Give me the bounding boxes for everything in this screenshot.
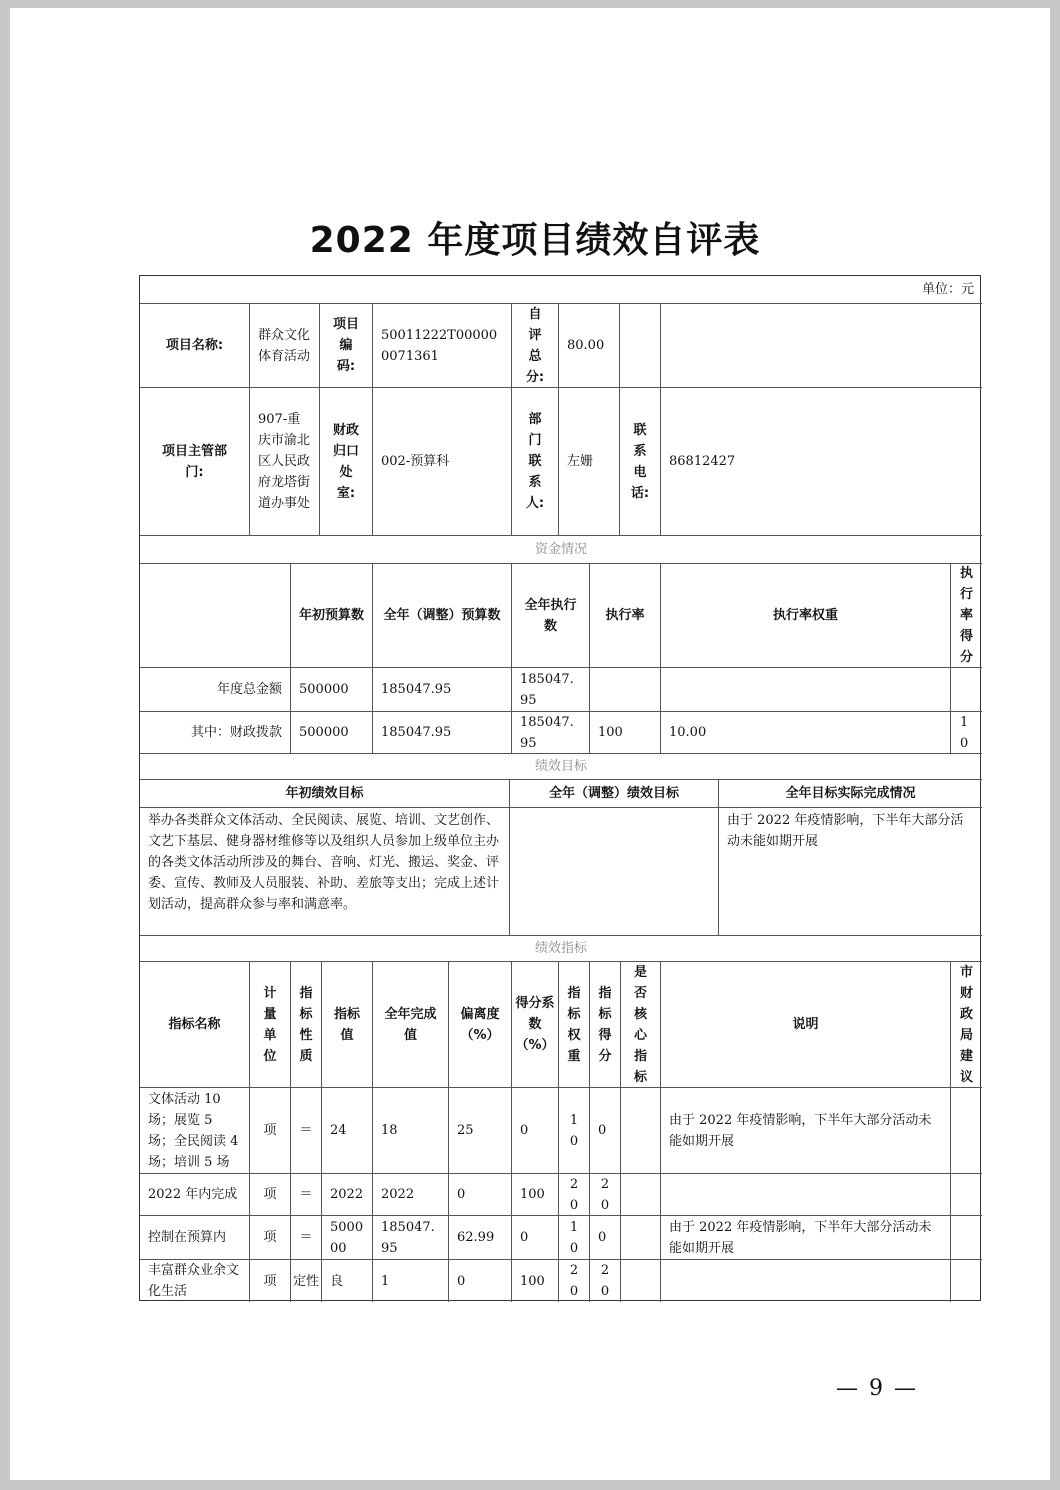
project-name-value: 群众文化体育活动: [250, 304, 320, 388]
ind-row-score: 0: [590, 1088, 621, 1174]
ind-row-name: 控制在预算内: [140, 1216, 250, 1260]
ind-row-weight: 20: [559, 1260, 590, 1302]
goals-actual-text: 由于 2022 年疫情影响，下半年大部分活动未能如期开展: [719, 808, 982, 936]
funds-row-label: 年度总金额: [140, 668, 291, 712]
funds-header-weight: 执行率权重: [661, 564, 951, 668]
empty-cell: [140, 564, 291, 668]
page-title: 2022 年度项目绩效自评表: [309, 220, 761, 261]
ind-row-value: 500000: [322, 1216, 373, 1260]
ind-row-note: 由于 2022 年疫情影响，下半年大部分活动未能如期开展: [661, 1088, 951, 1174]
ind-row-done: 2022: [373, 1174, 449, 1216]
office-value: 002-预算科: [373, 388, 512, 536]
ind-row-weight: 10: [559, 1088, 590, 1174]
ind-row-deviation: 0: [449, 1260, 512, 1302]
contact-label: 部门联系人:: [512, 388, 559, 536]
ind-row-advice: [951, 1088, 982, 1174]
self-score-label: 自评总分:: [512, 304, 559, 388]
dept-label: 项目主管部门:: [140, 388, 250, 536]
ind-row-deviation: 0: [449, 1174, 512, 1216]
ind-row-done: 185047.95: [373, 1216, 449, 1260]
ind-header-coefficient: 得分系数（%）: [512, 962, 559, 1088]
ind-row-nature: 定性: [291, 1260, 322, 1302]
ind-header-unit: 计量单位: [250, 962, 291, 1088]
ind-row-note: [661, 1174, 951, 1216]
funds-row-adjusted: 185047.95: [373, 712, 512, 754]
funds-header-adjusted: 全年（调整）预算数: [373, 564, 512, 668]
funds-section-title: 资金情况: [140, 536, 982, 564]
office-label: 财政归口处室:: [320, 388, 373, 536]
ind-header-nature: 指标性质: [291, 962, 322, 1088]
ind-row-score: 0: [590, 1216, 621, 1260]
ind-row-name: 文体活动 10 场；展览 5 场；全民阅读 4 场；培训 5 场: [140, 1088, 250, 1174]
funds-row-executed: 185047.95: [512, 712, 590, 754]
ind-header-done: 全年完成值: [373, 962, 449, 1088]
ind-row-nature: ＝: [291, 1174, 322, 1216]
ind-row-coefficient: 0: [512, 1216, 559, 1260]
ind-row-deviation: 62.99: [449, 1216, 512, 1260]
goals-adjusted-text: [510, 808, 719, 936]
ind-header-deviation: 偏离度（%）: [449, 962, 512, 1088]
funds-row-rate: [590, 668, 661, 712]
funds-row-score: 10: [951, 712, 982, 754]
ind-header-note: 说明: [661, 962, 951, 1088]
ind-row-note: [661, 1260, 951, 1302]
unit-label: 单位：元: [140, 276, 982, 304]
ind-row-unit: 项: [250, 1174, 291, 1216]
ind-row-deviation: 25: [449, 1088, 512, 1174]
ind-row-done: 18: [373, 1088, 449, 1174]
ind-row-weight: 20: [559, 1174, 590, 1216]
ind-row-nature: ＝: [291, 1088, 322, 1174]
ind-row-unit: 项: [250, 1088, 291, 1174]
ind-row-name: 2022 年内完成: [140, 1174, 250, 1216]
ind-row-advice: [951, 1260, 982, 1302]
funds-row-adjusted: 185047.95: [373, 668, 512, 712]
funds-row-weight: 10.00: [661, 712, 951, 754]
funds-header-rate: 执行率: [590, 564, 661, 668]
ind-row-core: [621, 1174, 661, 1216]
ind-row-core: [621, 1260, 661, 1302]
ind-row-coefficient: 0: [512, 1088, 559, 1174]
ind-row-coefficient: 100: [512, 1174, 559, 1216]
ind-header-name: 指标名称: [140, 962, 250, 1088]
project-code-value: 50011222T000000071361: [373, 304, 512, 388]
ind-header-core: 是否核心指标: [621, 962, 661, 1088]
goals-header-adjusted: 全年（调整）绩效目标: [510, 780, 719, 808]
funds-header-score: 执行率得分: [951, 564, 982, 668]
ind-row-advice: [951, 1216, 982, 1260]
ind-row-done: 1: [373, 1260, 449, 1302]
ind-header-advice: 市财政局建议: [951, 962, 982, 1088]
ind-row-name: 丰富群众业余文化生活: [140, 1260, 250, 1302]
ind-row-weight: 10: [559, 1216, 590, 1260]
goals-initial-text: 举办各类群众文体活动、全民阅读、展览、培训、文艺创作、文艺下基层、健身器材维修等以及组织人员参加上级单位主办的各类文体活动所涉及的舞台、音响、灯光、搬运、奖金、评委、宣传、教师及人员服装、补助、差旅等支出；完成上述计划活动，提高群众参与率和满意率。: [140, 808, 510, 936]
ind-row-score: 20: [590, 1260, 621, 1302]
goals-header-initial: 年初绩效目标: [140, 780, 510, 808]
self-score-value: 80.00: [559, 304, 620, 388]
ind-row-advice: [951, 1174, 982, 1216]
funds-row-weight: [661, 668, 951, 712]
funds-row-initial: 500000: [291, 712, 373, 754]
ind-header-value: 指标值: [322, 962, 373, 1088]
empty-cell: [620, 304, 661, 388]
phone-value: 86812427: [661, 388, 982, 536]
empty-cell: [661, 304, 982, 388]
indicators-section-title: 绩效指标: [140, 936, 982, 962]
funds-header-executed: 全年执行数: [512, 564, 590, 668]
funds-header-initial: 年初预算数: [291, 564, 373, 668]
ind-row-value: 2022: [322, 1174, 373, 1216]
ind-row-unit: 项: [250, 1260, 291, 1302]
phone-label: 联系电话:: [620, 388, 661, 536]
ind-row-coefficient: 100: [512, 1260, 559, 1302]
ind-row-unit: 项: [250, 1216, 291, 1260]
ind-row-core: [621, 1216, 661, 1260]
funds-row-executed: 185047.95: [512, 668, 590, 712]
page-number: — 9 —: [836, 1376, 918, 1401]
ind-header-score: 指标得分: [590, 962, 621, 1088]
funds-row-score: [951, 668, 982, 712]
funds-row-initial: 500000: [291, 668, 373, 712]
ind-row-value: 24: [322, 1088, 373, 1174]
ind-row-core: [621, 1088, 661, 1174]
ind-row-note: 由于 2022 年疫情影响，下半年大部分活动未能如期开展: [661, 1216, 951, 1260]
project-name-label: 项目名称:: [140, 304, 250, 388]
goals-header-actual: 全年目标实际完成情况: [719, 780, 982, 808]
funds-row-rate: 100: [590, 712, 661, 754]
project-code-label: 项目编码:: [320, 304, 373, 388]
dept-value: 907-重庆市渝北区人民政府龙塔街道办事处: [250, 388, 320, 536]
evaluation-table: [139, 275, 981, 1301]
ind-row-value: 良: [322, 1260, 373, 1302]
goals-section-title: 绩效目标: [140, 754, 982, 780]
funds-row-label: 其中：财政拨款: [140, 712, 291, 754]
contact-value: 左姗: [559, 388, 620, 536]
ind-row-score: 20: [590, 1174, 621, 1216]
ind-row-nature: ＝: [291, 1216, 322, 1260]
ind-header-weight: 指标权重: [559, 962, 590, 1088]
